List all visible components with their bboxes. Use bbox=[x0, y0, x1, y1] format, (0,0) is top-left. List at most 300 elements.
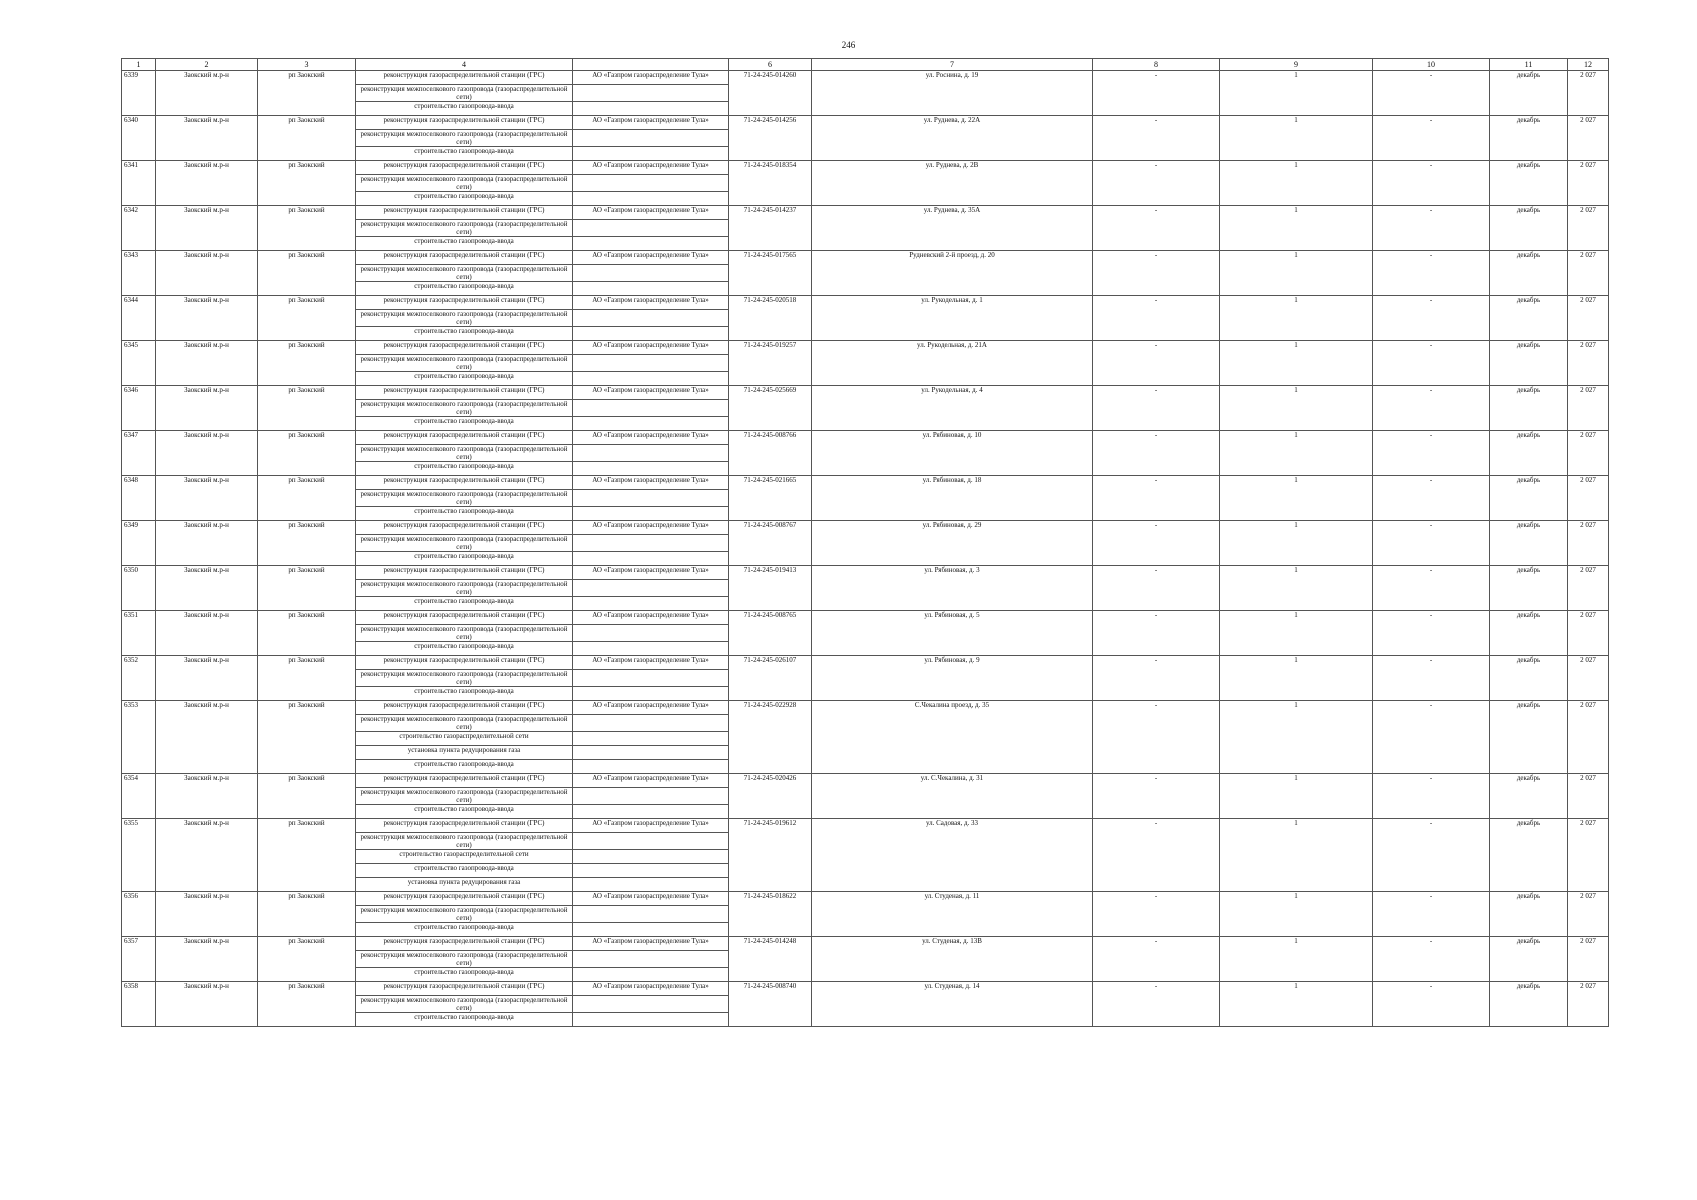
work-item: реконструкция межпоселкового газопровода (газораспределительной сети) bbox=[356, 310, 573, 327]
column-header: 2 bbox=[156, 59, 258, 71]
month-cell: декабрь bbox=[1490, 161, 1568, 206]
column-9-cell: 1 bbox=[1220, 611, 1373, 656]
work-item: реконструкция газораспределительной станции (ГРС) bbox=[356, 701, 573, 715]
year-cell: 2 027 bbox=[1568, 521, 1609, 566]
column-8-cell: - bbox=[1093, 71, 1220, 116]
column-10-cell: - bbox=[1373, 161, 1490, 206]
object-code-cell: 71-24-245-022928 bbox=[729, 701, 812, 774]
district-cell: Заокский м.р-н bbox=[156, 774, 258, 819]
record-row bbox=[122, 251, 1609, 265]
empty-cell bbox=[573, 746, 729, 760]
column-header: 4 bbox=[356, 59, 573, 71]
column-9-cell: 1 bbox=[1220, 937, 1373, 982]
record-number: 6357 bbox=[122, 937, 156, 982]
record-row bbox=[122, 819, 1609, 833]
work-item: реконструкция межпоселкового газопровода (газораспределительной сети) bbox=[356, 715, 573, 732]
column-10-cell: - bbox=[1373, 774, 1490, 819]
work-item: строительство газопровода-ввода bbox=[356, 805, 573, 819]
work-item: реконструкция газораспределительной станции (ГРС) bbox=[356, 341, 573, 355]
record-row bbox=[122, 982, 1609, 996]
empty-cell bbox=[573, 968, 729, 982]
column-8-cell: - bbox=[1093, 774, 1220, 819]
column-header: 3 bbox=[258, 59, 356, 71]
column-10-cell: - bbox=[1373, 71, 1490, 116]
record-row bbox=[122, 341, 1609, 355]
locality-cell: рп Заокский bbox=[258, 701, 356, 774]
column-10-cell: - bbox=[1373, 431, 1490, 476]
object-code-cell: 71-24-245-008740 bbox=[729, 982, 812, 1027]
object-code-cell: 71-24-245-021665 bbox=[729, 476, 812, 521]
work-item: строительство газопровода-ввода bbox=[356, 923, 573, 937]
work-item: реконструкция газораспределительной станции (ГРС) bbox=[356, 71, 573, 85]
locality-cell: рп Заокский bbox=[258, 892, 356, 937]
empty-cell bbox=[573, 923, 729, 937]
work-item: реконструкция межпоселкового газопровода (газораспределительной сети) bbox=[356, 580, 573, 597]
column-8-cell: - bbox=[1093, 656, 1220, 701]
column-header: 7 bbox=[812, 59, 1093, 71]
column-9-cell: 1 bbox=[1220, 892, 1373, 937]
work-item: реконструкция межпоселкового газопровода (газораспределительной сети) bbox=[356, 265, 573, 282]
empty-cell bbox=[573, 445, 729, 462]
record-number: 6339 bbox=[122, 71, 156, 116]
column-9-cell: 1 bbox=[1220, 701, 1373, 774]
work-item: строительство газопровода-ввода bbox=[356, 372, 573, 386]
empty-cell bbox=[573, 906, 729, 923]
address-cell: ул. Рябиновая, д. 18 bbox=[812, 476, 1093, 521]
work-item: реконструкция газораспределительной станции (ГРС) bbox=[356, 982, 573, 996]
work-item: реконструкция межпоселкового газопровода (газораспределительной сети) bbox=[356, 445, 573, 462]
work-item: реконструкция газораспределительной станции (ГРС) bbox=[356, 386, 573, 400]
record-number: 6347 bbox=[122, 431, 156, 476]
organization-cell: АО «Газпром газораспределение Тула» bbox=[573, 521, 729, 535]
object-code-cell: 71-24-245-020518 bbox=[729, 296, 812, 341]
month-cell: декабрь bbox=[1490, 206, 1568, 251]
object-code-cell: 71-24-245-008766 bbox=[729, 431, 812, 476]
address-cell: ул. Руднева, д. 22А bbox=[812, 116, 1093, 161]
column-header bbox=[573, 59, 729, 71]
empty-cell bbox=[573, 85, 729, 102]
work-item: строительство газопровода-ввода bbox=[356, 642, 573, 656]
empty-cell bbox=[573, 355, 729, 372]
record-number: 6340 bbox=[122, 116, 156, 161]
organization-cell: АО «Газпром газораспределение Тула» bbox=[573, 251, 729, 265]
work-item: реконструкция межпоселкового газопровода (газораспределительной сети) bbox=[356, 788, 573, 805]
object-code-cell: 71-24-245-014256 bbox=[729, 116, 812, 161]
work-item: реконструкция газораспределительной станции (ГРС) bbox=[356, 476, 573, 490]
empty-cell bbox=[573, 400, 729, 417]
district-cell: Заокский м.р-н bbox=[156, 71, 258, 116]
empty-cell bbox=[573, 507, 729, 521]
work-item: реконструкция газораспределительной станции (ГРС) bbox=[356, 161, 573, 175]
work-item: строительство газопровода-ввода bbox=[356, 462, 573, 476]
column-9-cell: 1 bbox=[1220, 656, 1373, 701]
locality-cell: рп Заокский bbox=[258, 161, 356, 206]
object-code-cell: 71-24-245-026107 bbox=[729, 656, 812, 701]
column-8-cell: - bbox=[1093, 982, 1220, 1027]
record-row bbox=[122, 521, 1609, 535]
column-header: 8 bbox=[1093, 59, 1220, 71]
column-8-cell: - bbox=[1093, 701, 1220, 774]
work-item: реконструкция межпоселкового газопровода (газораспределительной сети) bbox=[356, 220, 573, 237]
year-cell: 2 027 bbox=[1568, 774, 1609, 819]
month-cell: декабрь bbox=[1490, 251, 1568, 296]
column-8-cell: - bbox=[1093, 937, 1220, 982]
work-item: строительство газопровода-ввода bbox=[356, 192, 573, 206]
empty-cell bbox=[573, 996, 729, 1013]
work-item: реконструкция межпоселкового газопровода (газораспределительной сети) bbox=[356, 670, 573, 687]
locality-cell: рп Заокский bbox=[258, 819, 356, 892]
month-cell: декабрь bbox=[1490, 116, 1568, 161]
record-number: 6356 bbox=[122, 892, 156, 937]
district-cell: Заокский м.р-н bbox=[156, 521, 258, 566]
column-10-cell: - bbox=[1373, 251, 1490, 296]
locality-cell: рп Заокский bbox=[258, 774, 356, 819]
locality-cell: рп Заокский bbox=[258, 937, 356, 982]
work-item: реконструкция газораспределительной станции (ГРС) bbox=[356, 566, 573, 580]
organization-cell: АО «Газпром газораспределение Тула» bbox=[573, 386, 729, 400]
address-cell: ул. Рукодельная, д. 4 bbox=[812, 386, 1093, 431]
organization-cell: АО «Газпром газораспределение Тула» bbox=[573, 566, 729, 580]
column-10-cell: - bbox=[1373, 386, 1490, 431]
district-cell: Заокский м.р-н bbox=[156, 431, 258, 476]
column-8-cell: - bbox=[1093, 251, 1220, 296]
work-item: реконструкция газораспределительной станции (ГРС) bbox=[356, 206, 573, 220]
locality-cell: рп Заокский bbox=[258, 341, 356, 386]
column-9-cell: 1 bbox=[1220, 819, 1373, 892]
record-row bbox=[122, 701, 1609, 715]
empty-cell bbox=[573, 462, 729, 476]
address-cell: Рудневский 2-й проезд, д. 20 bbox=[812, 251, 1093, 296]
column-8-cell: - bbox=[1093, 341, 1220, 386]
column-8-cell: - bbox=[1093, 161, 1220, 206]
month-cell: декабрь bbox=[1490, 386, 1568, 431]
column-10-cell: - bbox=[1373, 819, 1490, 892]
organization-cell: АО «Газпром газораспределение Тула» bbox=[573, 611, 729, 625]
object-code-cell: 71-24-245-025669 bbox=[729, 386, 812, 431]
record-number: 6355 bbox=[122, 819, 156, 892]
column-10-cell: - bbox=[1373, 937, 1490, 982]
record-number: 6351 bbox=[122, 611, 156, 656]
year-cell: 2 027 bbox=[1568, 386, 1609, 431]
district-cell: Заокский м.р-н bbox=[156, 937, 258, 982]
object-code-cell: 71-24-245-008767 bbox=[729, 521, 812, 566]
month-cell: декабрь bbox=[1490, 982, 1568, 1027]
work-item: реконструкция газораспределительной станции (ГРС) bbox=[356, 656, 573, 670]
work-item: строительство газопровода-ввода bbox=[356, 327, 573, 341]
work-item: строительство газопровода-ввода bbox=[356, 282, 573, 296]
locality-cell: рп Заокский bbox=[258, 296, 356, 341]
work-item: строительство газопровода-ввода bbox=[356, 864, 573, 878]
address-cell: С.Чекалина проезд, д. 35 bbox=[812, 701, 1093, 774]
record-row bbox=[122, 116, 1609, 130]
column-header: 12 bbox=[1568, 59, 1609, 71]
year-cell: 2 027 bbox=[1568, 819, 1609, 892]
column-10-cell: - bbox=[1373, 701, 1490, 774]
organization-cell: АО «Газпром газораспределение Тула» bbox=[573, 656, 729, 670]
empty-cell bbox=[573, 310, 729, 327]
column-9-cell: 1 bbox=[1220, 982, 1373, 1027]
organization-cell: АО «Газпром газораспределение Тула» bbox=[573, 161, 729, 175]
record-row bbox=[122, 476, 1609, 490]
column-header: 1 bbox=[122, 59, 156, 71]
empty-cell bbox=[573, 687, 729, 701]
record-number: 6349 bbox=[122, 521, 156, 566]
column-8-cell: - bbox=[1093, 521, 1220, 566]
work-item: установка пункта редуцирования газа bbox=[356, 878, 573, 892]
year-cell: 2 027 bbox=[1568, 656, 1609, 701]
object-code-cell: 71-24-245-019413 bbox=[729, 566, 812, 611]
object-code-cell: 71-24-245-018354 bbox=[729, 161, 812, 206]
locality-cell: рп Заокский bbox=[258, 116, 356, 161]
record-row bbox=[122, 71, 1609, 85]
work-item: реконструкция межпоселкового газопровода (газораспределительной сети) bbox=[356, 906, 573, 923]
column-8-cell: - bbox=[1093, 431, 1220, 476]
empty-cell bbox=[573, 580, 729, 597]
object-code-cell: 71-24-245-008765 bbox=[729, 611, 812, 656]
organization-cell: АО «Газпром газораспределение Тула» bbox=[573, 982, 729, 996]
column-header: 10 bbox=[1373, 59, 1490, 71]
object-code-cell: 71-24-245-018622 bbox=[729, 892, 812, 937]
work-item: реконструкция межпоселкового газопровода (газораспределительной сети) bbox=[356, 535, 573, 552]
empty-cell bbox=[573, 833, 729, 850]
column-9-cell: 1 bbox=[1220, 251, 1373, 296]
empty-cell bbox=[573, 625, 729, 642]
month-cell: декабрь bbox=[1490, 819, 1568, 892]
column-9-cell: 1 bbox=[1220, 296, 1373, 341]
work-item: реконструкция межпоселкового газопровода (газораспределительной сети) bbox=[356, 951, 573, 968]
column-9-cell: 1 bbox=[1220, 566, 1373, 611]
work-item: строительство газопровода-ввода bbox=[356, 1013, 573, 1027]
locality-cell: рп Заокский bbox=[258, 206, 356, 251]
work-item: строительство газопровода-ввода bbox=[356, 597, 573, 611]
empty-cell bbox=[573, 490, 729, 507]
work-item: реконструкция межпоселкового газопровода (газораспределительной сети) bbox=[356, 833, 573, 850]
object-code-cell: 71-24-245-019612 bbox=[729, 819, 812, 892]
year-cell: 2 027 bbox=[1568, 611, 1609, 656]
record-number: 6354 bbox=[122, 774, 156, 819]
locality-cell: рп Заокский bbox=[258, 982, 356, 1027]
year-cell: 2 027 bbox=[1568, 937, 1609, 982]
column-10-cell: - bbox=[1373, 116, 1490, 161]
empty-cell bbox=[573, 175, 729, 192]
empty-cell bbox=[573, 192, 729, 206]
column-8-cell: - bbox=[1093, 386, 1220, 431]
work-item: реконструкция газораспределительной станции (ГРС) bbox=[356, 611, 573, 625]
record-number: 6345 bbox=[122, 341, 156, 386]
empty-cell bbox=[573, 282, 729, 296]
column-9-cell: 1 bbox=[1220, 521, 1373, 566]
year-cell: 2 027 bbox=[1568, 116, 1609, 161]
district-cell: Заокский м.р-н bbox=[156, 476, 258, 521]
column-8-cell: - bbox=[1093, 206, 1220, 251]
month-cell: декабрь bbox=[1490, 774, 1568, 819]
work-item: реконструкция газораспределительной станции (ГРС) bbox=[356, 937, 573, 951]
month-cell: декабрь bbox=[1490, 937, 1568, 982]
column-10-cell: - bbox=[1373, 476, 1490, 521]
district-cell: Заокский м.р-н bbox=[156, 819, 258, 892]
work-item: реконструкция межпоселкового газопровода (газораспределительной сети) bbox=[356, 85, 573, 102]
district-cell: Заокский м.р-н bbox=[156, 566, 258, 611]
record-row bbox=[122, 161, 1609, 175]
column-10-cell: - bbox=[1373, 656, 1490, 701]
object-code-cell: 71-24-245-014248 bbox=[729, 937, 812, 982]
register-body bbox=[122, 71, 1609, 1027]
work-item: реконструкция газораспределительной станции (ГРС) bbox=[356, 116, 573, 130]
work-item: реконструкция газораспределительной станции (ГРС) bbox=[356, 431, 573, 445]
month-cell: декабрь bbox=[1490, 611, 1568, 656]
organization-cell: АО «Газпром газораспределение Тула» bbox=[573, 116, 729, 130]
month-cell: декабрь bbox=[1490, 476, 1568, 521]
address-cell: ул. Руднева, д. 35А bbox=[812, 206, 1093, 251]
empty-cell bbox=[573, 597, 729, 611]
empty-cell bbox=[573, 951, 729, 968]
district-cell: Заокский м.р-н bbox=[156, 296, 258, 341]
object-code-cell: 71-24-245-014260 bbox=[729, 71, 812, 116]
work-item: реконструкция газораспределительной станции (ГРС) bbox=[356, 892, 573, 906]
organization-cell: АО «Газпром газораспределение Тула» bbox=[573, 819, 729, 833]
month-cell: декабрь bbox=[1490, 431, 1568, 476]
column-10-cell: - bbox=[1373, 892, 1490, 937]
address-cell: ул. Садовая, д. 33 bbox=[812, 819, 1093, 892]
empty-cell bbox=[573, 805, 729, 819]
address-cell: ул. С.Чекалина, д. 31 bbox=[812, 774, 1093, 819]
work-item: реконструкция межпоселкового газопровода (газораспределительной сети) bbox=[356, 625, 573, 642]
organization-cell: АО «Газпром газораспределение Тула» bbox=[573, 296, 729, 310]
address-cell: ул. Рябиновая, д. 29 bbox=[812, 521, 1093, 566]
organization-cell: АО «Газпром газораспределение Тула» bbox=[573, 476, 729, 490]
object-code-cell: 71-24-245-019257 bbox=[729, 341, 812, 386]
column-9-cell: 1 bbox=[1220, 161, 1373, 206]
month-cell: декабрь bbox=[1490, 296, 1568, 341]
record-number: 6353 bbox=[122, 701, 156, 774]
empty-cell bbox=[573, 552, 729, 566]
organization-cell: АО «Газпром газораспределение Тула» bbox=[573, 937, 729, 951]
work-item: строительство газораспределительной сети bbox=[356, 732, 573, 746]
column-8-cell: - bbox=[1093, 116, 1220, 161]
work-item: строительство газопровода-ввода bbox=[356, 760, 573, 774]
year-cell: 2 027 bbox=[1568, 566, 1609, 611]
record-number: 6342 bbox=[122, 206, 156, 251]
column-header: 9 bbox=[1220, 59, 1373, 71]
year-cell: 2 027 bbox=[1568, 431, 1609, 476]
empty-cell bbox=[573, 864, 729, 878]
address-cell: ул. Студеная, д. 14 bbox=[812, 982, 1093, 1027]
record-number: 6348 bbox=[122, 476, 156, 521]
record-number: 6358 bbox=[122, 982, 156, 1027]
object-code-cell: 71-24-245-020426 bbox=[729, 774, 812, 819]
empty-cell bbox=[573, 237, 729, 251]
address-cell: ул. Рукодельная, д. 1 bbox=[812, 296, 1093, 341]
address-cell: ул. Рукодельная, д. 21А bbox=[812, 341, 1093, 386]
work-item: реконструкция межпоселкового газопровода (газораспределительной сети) bbox=[356, 130, 573, 147]
column-9-cell: 1 bbox=[1220, 71, 1373, 116]
record-row bbox=[122, 656, 1609, 670]
organization-cell: АО «Газпром газораспределение Тула» bbox=[573, 431, 729, 445]
organization-cell: АО «Газпром газораспределение Тула» bbox=[573, 701, 729, 715]
address-cell: ул. Студеная, д. 13В bbox=[812, 937, 1093, 982]
record-number: 6346 bbox=[122, 386, 156, 431]
work-item: строительство газопровода-ввода bbox=[356, 147, 573, 161]
column-10-cell: - bbox=[1373, 566, 1490, 611]
work-item: строительство газопровода-ввода bbox=[356, 687, 573, 701]
work-item: реконструкция газораспределительной станции (ГРС) bbox=[356, 521, 573, 535]
column-9-cell: 1 bbox=[1220, 774, 1373, 819]
column-8-cell: - bbox=[1093, 819, 1220, 892]
district-cell: Заокский м.р-н bbox=[156, 892, 258, 937]
record-row bbox=[122, 774, 1609, 788]
column-10-cell: - bbox=[1373, 341, 1490, 386]
month-cell: декабрь bbox=[1490, 521, 1568, 566]
object-code-cell: 71-24-245-017565 bbox=[729, 251, 812, 296]
work-item: установка пункта редуцирования газа bbox=[356, 746, 573, 760]
register-table bbox=[121, 58, 1609, 1027]
year-cell: 2 027 bbox=[1568, 982, 1609, 1027]
column-8-cell: - bbox=[1093, 296, 1220, 341]
year-cell: 2 027 bbox=[1568, 251, 1609, 296]
month-cell: декабрь bbox=[1490, 892, 1568, 937]
empty-cell bbox=[573, 102, 729, 116]
column-10-cell: - bbox=[1373, 296, 1490, 341]
page-number: 246 bbox=[841, 40, 856, 50]
district-cell: Заокский м.р-н bbox=[156, 116, 258, 161]
month-cell: декабрь bbox=[1490, 566, 1568, 611]
column-9-cell: 1 bbox=[1220, 341, 1373, 386]
year-cell: 2 027 bbox=[1568, 296, 1609, 341]
work-item: реконструкция газораспределительной станции (ГРС) bbox=[356, 774, 573, 788]
record-row bbox=[122, 296, 1609, 310]
empty-cell bbox=[573, 715, 729, 732]
locality-cell: рп Заокский bbox=[258, 656, 356, 701]
column-header: 6 bbox=[729, 59, 812, 71]
work-item: строительство газопровода-ввода bbox=[356, 968, 573, 982]
record-number: 6343 bbox=[122, 251, 156, 296]
column-8-cell: - bbox=[1093, 476, 1220, 521]
empty-cell bbox=[573, 417, 729, 431]
work-item: реконструкция межпоселкового газопровода (газораспределительной сети) bbox=[356, 400, 573, 417]
record-row bbox=[122, 386, 1609, 400]
column-9-cell: 1 bbox=[1220, 431, 1373, 476]
empty-cell bbox=[573, 670, 729, 687]
district-cell: Заокский м.р-н bbox=[156, 386, 258, 431]
organization-cell: АО «Газпром газораспределение Тула» bbox=[573, 774, 729, 788]
work-item: строительство газопровода-ввода bbox=[356, 507, 573, 521]
locality-cell: рп Заокский bbox=[258, 386, 356, 431]
work-item: строительство газопровода-ввода bbox=[356, 417, 573, 431]
empty-cell bbox=[573, 732, 729, 746]
month-cell: декабрь bbox=[1490, 71, 1568, 116]
district-cell: Заокский м.р-н bbox=[156, 206, 258, 251]
month-cell: декабрь bbox=[1490, 656, 1568, 701]
month-cell: декабрь bbox=[1490, 701, 1568, 774]
record-row bbox=[122, 431, 1609, 445]
district-cell: Заокский м.р-н bbox=[156, 701, 258, 774]
district-cell: Заокский м.р-н bbox=[156, 161, 258, 206]
work-item: реконструкция межпоселкового газопровода (газораспределительной сети) bbox=[356, 490, 573, 507]
district-cell: Заокский м.р-н bbox=[156, 341, 258, 386]
record-number: 6350 bbox=[122, 566, 156, 611]
work-item: реконструкция межпоселкового газопровода (газораспределительной сети) bbox=[356, 996, 573, 1013]
locality-cell: рп Заокский bbox=[258, 431, 356, 476]
year-cell: 2 027 bbox=[1568, 701, 1609, 774]
work-item: строительство газопровода-ввода bbox=[356, 102, 573, 116]
year-cell: 2 027 bbox=[1568, 71, 1609, 116]
year-cell: 2 027 bbox=[1568, 341, 1609, 386]
empty-cell bbox=[573, 850, 729, 864]
object-code-cell: 71-24-245-014237 bbox=[729, 206, 812, 251]
locality-cell: рп Заокский bbox=[258, 71, 356, 116]
address-cell: ул. Руднева, д. 2В bbox=[812, 161, 1093, 206]
year-cell: 2 027 bbox=[1568, 476, 1609, 521]
